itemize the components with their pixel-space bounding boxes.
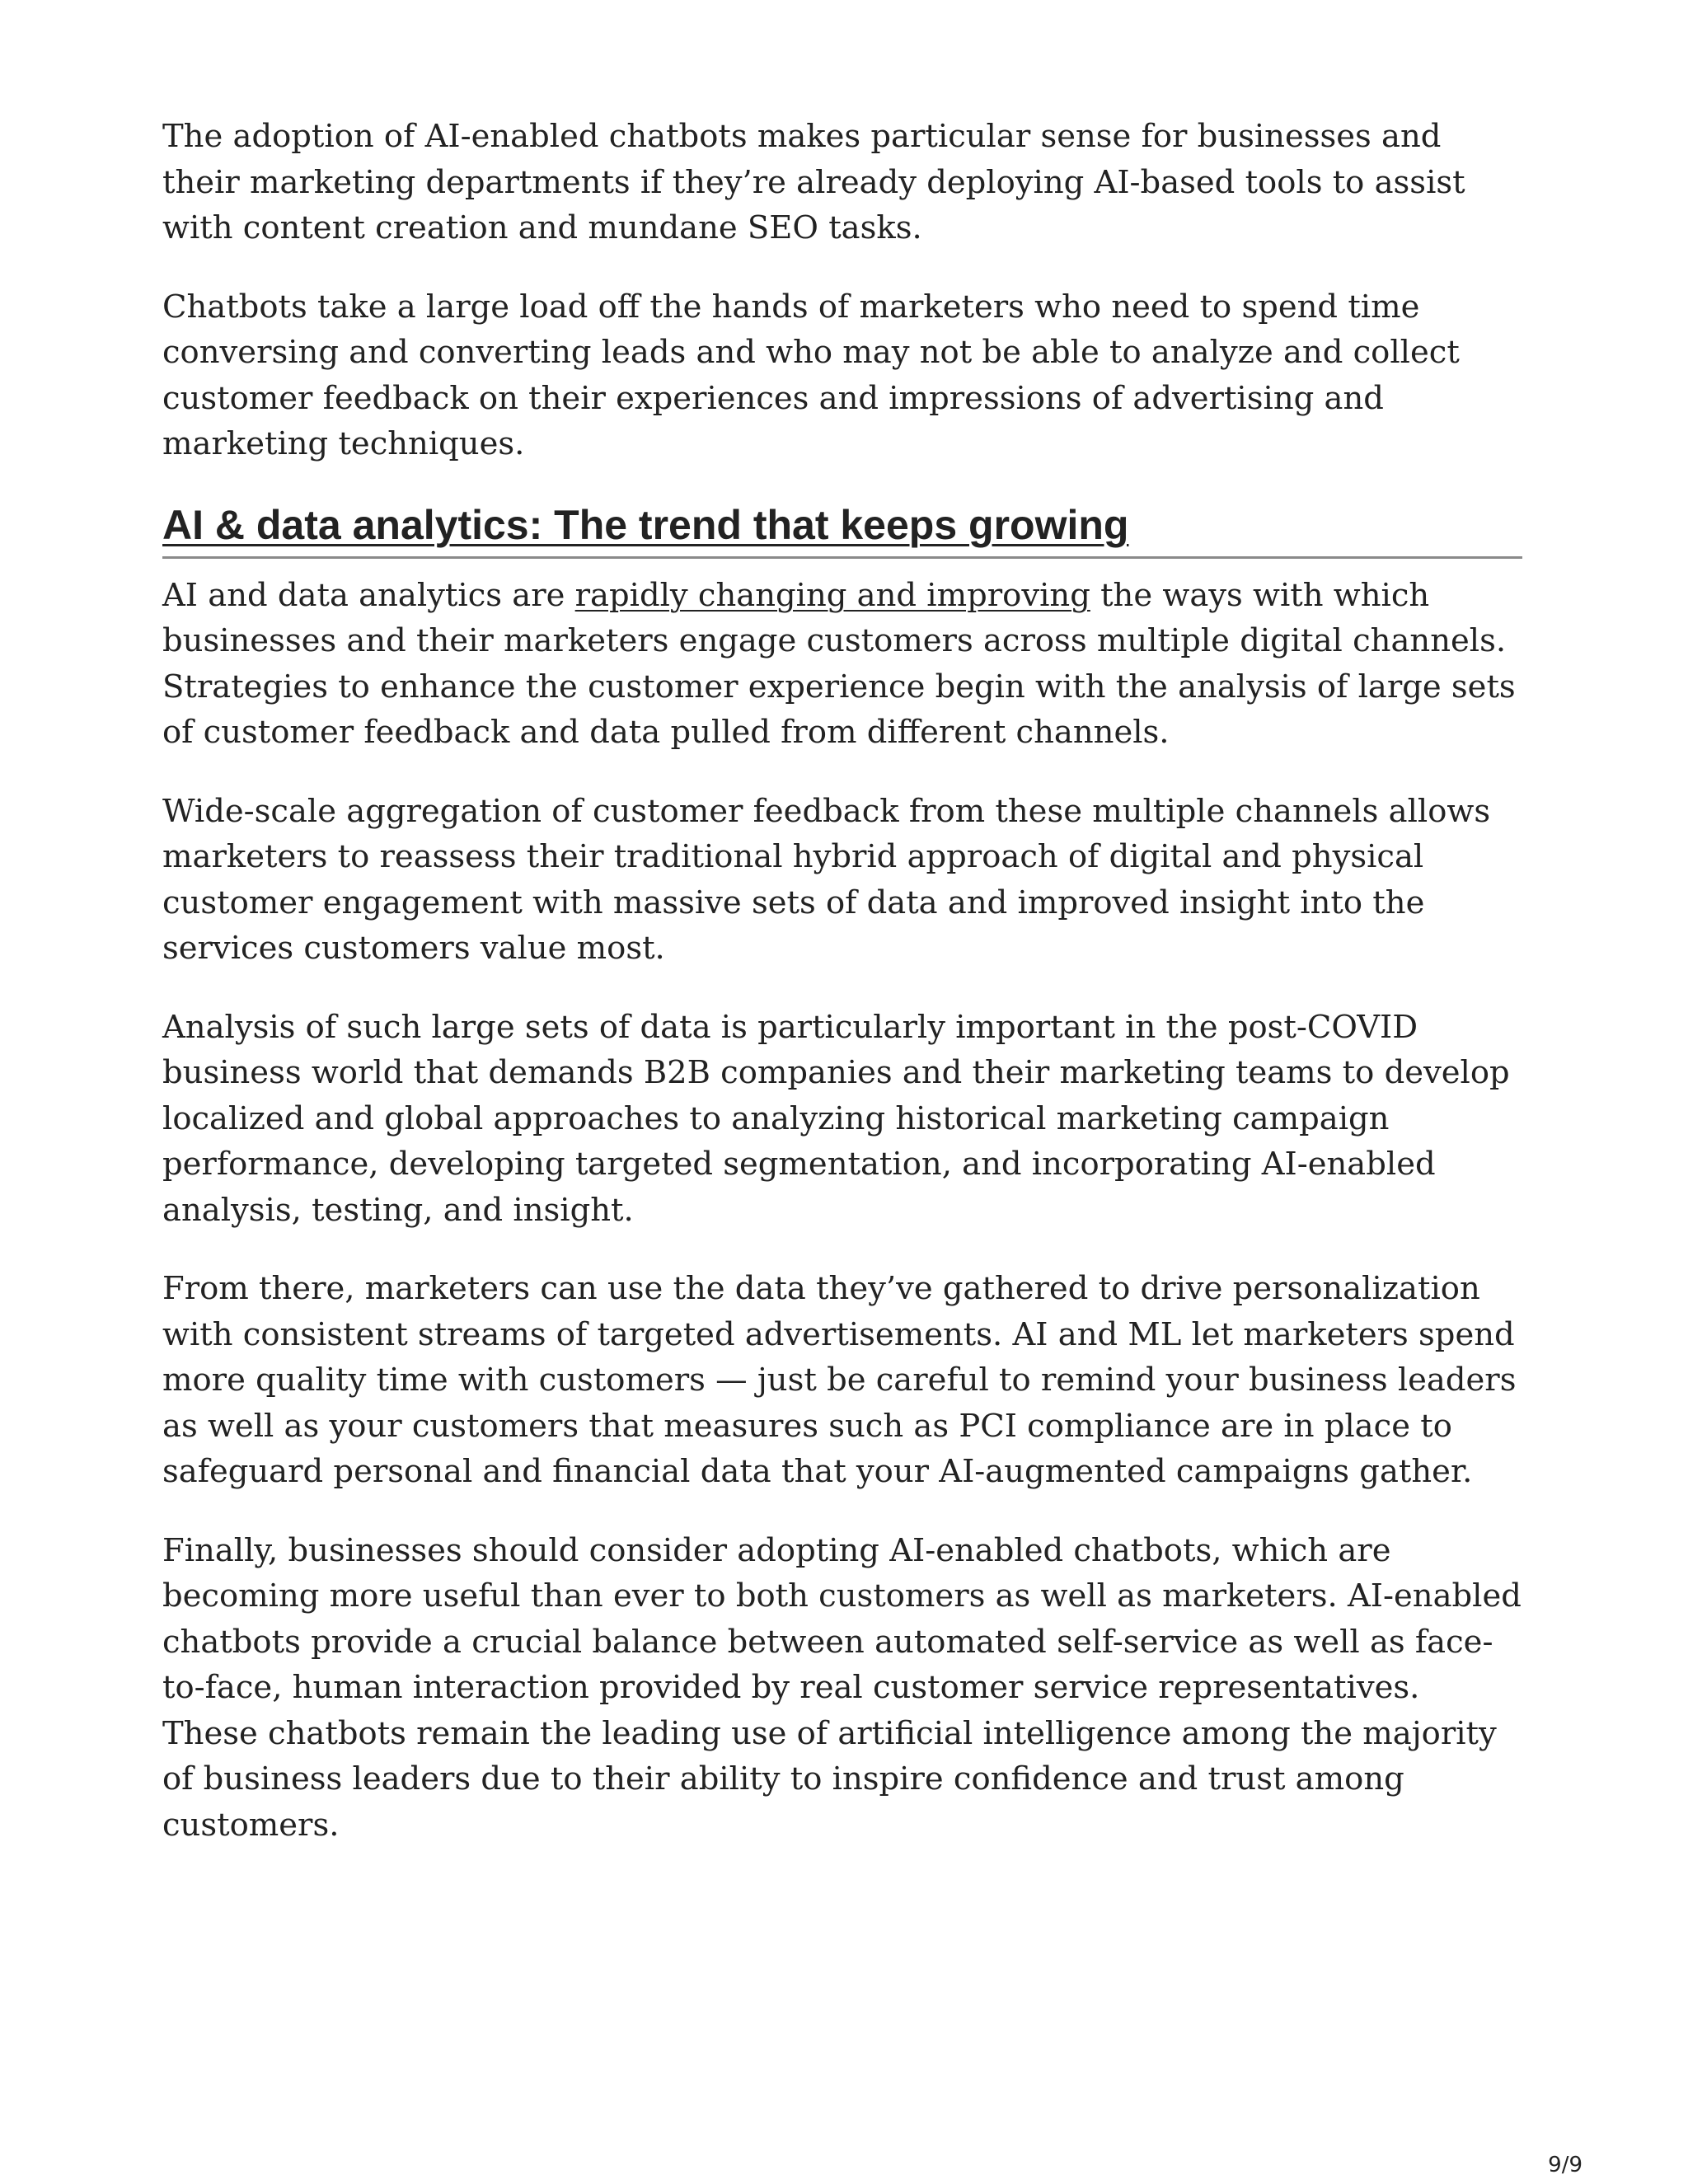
paragraph-personalization: From there, marketers can use the data they’ve gathered to drive personalization with consistent streams of targeted advertisements. AI and ML let marketers spend more quality time with customers — just be careful to remind your business leaders as well as your customers that measures such as PCI compliance are in place to safeguard personal and financial data that your AI-augmented campaigns gather. bbox=[162, 1270, 1517, 1490]
paragraph-chatbot-load: Chatbots take a large load off the hands of marketers who need to spend time conversing and converting leads and who may not be able to analyze and collect customer feedback on their experiences and impressions of advertising and marketing techniques. bbox=[162, 288, 1460, 462]
paragraph-text-after-link: the ways with which businesses and their marketers engage customers across multiple digital channels. Strategies to enhance the customer experience begin with the analysis of large sets of customer feedback and data pulled from different channels. bbox=[162, 576, 1516, 751]
article-body bbox=[162, 114, 1522, 1881]
section-heading-text: AI & data analytics: The trend that keeps growing bbox=[162, 501, 1129, 548]
paragraph-ai-analytics bbox=[162, 573, 1522, 756]
section-heading bbox=[162, 500, 1522, 559]
rapidly-changing-link[interactable]: rapidly changing and improving bbox=[574, 576, 1090, 614]
paragraph-text-before-link: AI and data analytics are bbox=[162, 576, 575, 614]
paragraph-chatbot-adoption: The adoption of AI-enabled chatbots makes particular sense for businesses and their marketing departments if they’re already deploying AI-based tools to assist with content creation and mundane SEO tasks. bbox=[162, 118, 1465, 246]
paragraph-finally-chatbots: Finally, businesses should consider adopting AI-enabled chatbots, which are becoming more useful than ever to both customers as well as marketers. AI-enabled chatbots provide a crucial balance between automated self-service as well as face-to-face, human interaction provided by real customer service representatives. These chatbots remain the leading use of artificial intelligence among the majority of business leaders due to their ability to inspire confidence and trust among customers. bbox=[162, 1531, 1522, 1844]
paragraph-feedback-aggregation: Wide-scale aggregation of customer feedback from these multiple channels allows marketers to reassess their traditional hybrid approach of digital and physical customer engagement with massive sets of data and improved insight into the services customers value most. bbox=[162, 792, 1491, 967]
page-number: 9/9 bbox=[1548, 2153, 1582, 2177]
paragraph-post-covid: Analysis of such large sets of data is particularly important in the post-COVID business world that demands B2B companies and their marketing teams to develop localized and global approaches to analyzing historical marketing campaign performance, developing targeted segmentation, and incorporating AI-enabled analysis, testing, and insight. bbox=[162, 1008, 1510, 1229]
